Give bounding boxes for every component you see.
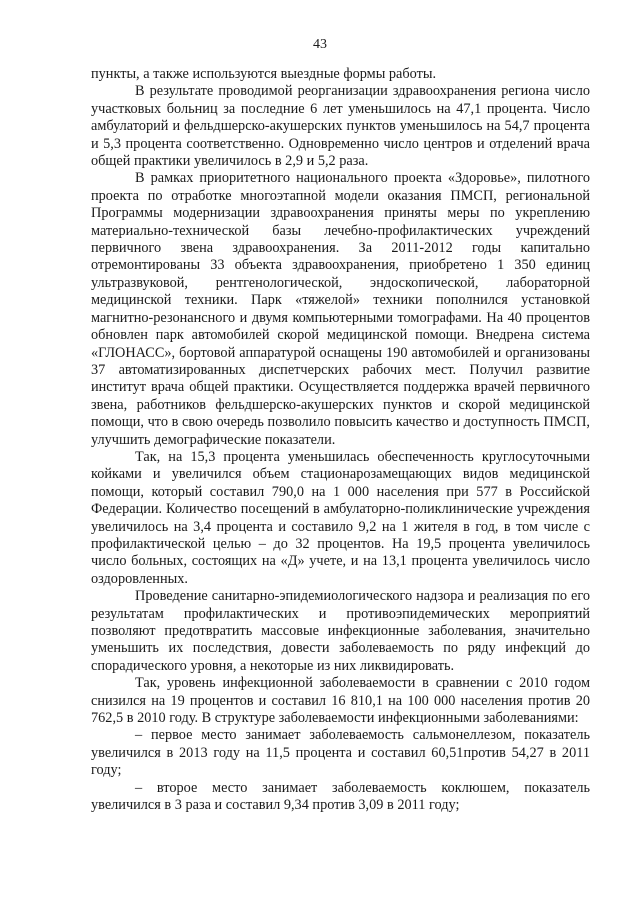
paragraph-reorganization: В результате проводимой реорганизации здравоохранения региона число участковых больниц за последние 6 лет уменьшилось на 47,1 процента. Число амбулаторий и фельдшерско-акушерских пунктов уменьшилось на 54,7 процента и 5,3 процента соответственно. Одновременно число центров и отделений врача общей практики увеличилось в 2,9 и 5,2 раза. bbox=[91, 83, 590, 170]
paragraph-infectious-morbidity: Так, уровень инфекционной заболеваемости в сравнении с 2010 годом снизился на 19 процентов и составил 16 810,1 на 100 000 населения против 20 762,5 в 2010 году. В структуре заболеваемости инфекционными заболеваниями: bbox=[91, 675, 590, 727]
page-number: 43 bbox=[313, 37, 327, 52]
document-body bbox=[91, 66, 590, 814]
paragraph-national-project: В рамках приоритетного национального проекта «Здоровье», пилотного проекта по отработке многоэтапной модели оказания ПМСП, региональной Программы модернизации здравоохранения приняты меры по укреплению материально-технической базы лечебно-профилактических учреждений первичного звена здравоохранения. За 2011-2012 годы капитально отремонтированы 33 объекта здравоохранения, приобретено 1 350 единиц ультразвуковой, рентгенологической, эндоскопической, лабораторной медицинской техники. Парк «тяжелой» техники пополнился установкой магнитно-резонансного и двумя компьютерными томографами. На 40 процентов обновлен парк автомобилей скорой медицинской помощи. Внедрена система «ГЛОНАСС», бортовой аппаратурой оснащены 190 автомобилей и организованы 37 автоматизированных диспетчерских рабочих мест. Получил развитие институт врача общей практики. Осуществляется поддержка врачей первичного звена, работников фельдшерско-акушерских пунктов и скорой медицинской помощи, что в свою очередь позволило повысить качество и доступность ПМСП, улучшить демографические показатели. bbox=[91, 170, 590, 448]
paragraph-sanitary-supervision: Проведение санитарно-эпидемиологического надзора и реализация по его результатам профилактических и противоэпидемических мероприятий позволяют предотвратить массовые инфекционные заболевания, значительно уменьшить их последствия, довести заболеваемость по ряду инфекций до спорадического уровня, а некоторые из них ликвидировать. bbox=[91, 588, 590, 674]
list-item-first-place: – первое место занимает заболеваемость сальмонеллезом, показатель увеличился в 2013 году на 11,5 процента и составил 60,51против 54,27 в 2011 году; bbox=[91, 727, 590, 779]
paragraph-continuation: пункты, а также используются выездные формы работы. bbox=[91, 66, 437, 82]
paragraph-bed-capacity: Так, на 15,3 процента уменьшилась обеспеченность круглосуточными койками и увеличился объем стационарозамещающих видов медицинской помощи, который составил 790,0 на 1 000 населения при 577 в Российской Федерации. Количество посещений в амбулаторно-поликлинические учреждения увеличилось на 3,4 процента и составило 9,2 на 1 жителя в год, в том числе с профилактической целью – до 32 процентов. На 19,5 процента увеличилось число больных, состоящих на «Д» учете, и на 13,1 процента увеличилось число оздоровленных. bbox=[91, 448, 590, 587]
list-item-second-place: – второе место занимает заболеваемость коклюшем, показатель увеличился в 3 раза и составил 9,34 против 3,09 в 2011 году; bbox=[91, 779, 590, 814]
